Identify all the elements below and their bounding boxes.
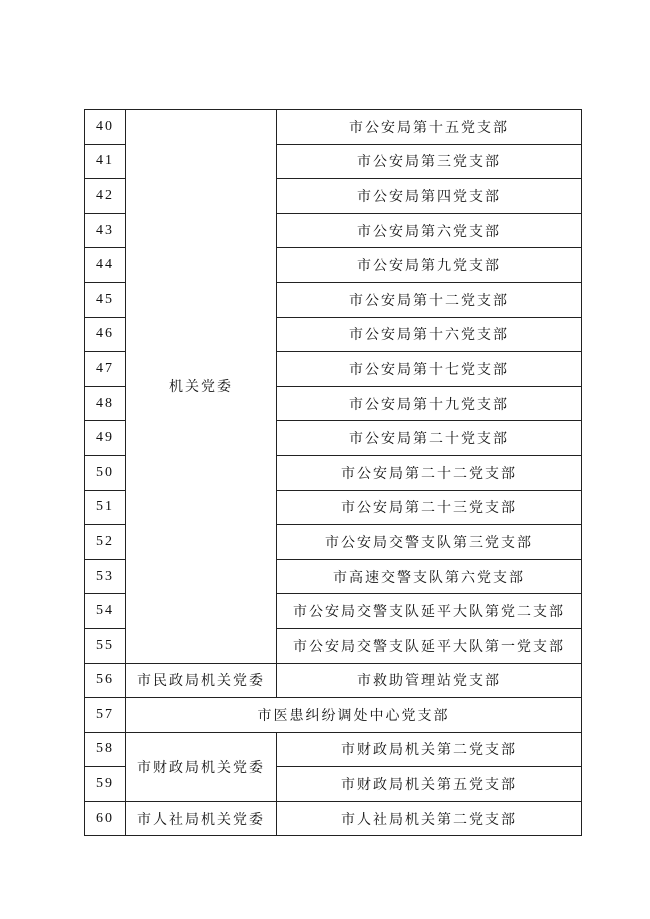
branch-cell: 市财政局机关第五党支部: [277, 767, 582, 802]
table-row: [85, 801, 582, 836]
branch-cell: 市财政局机关第二党支部: [277, 732, 582, 767]
branch-cell: 市公安局第十二党支部: [277, 282, 582, 317]
branch-cell: 市公安局第十六党支部: [277, 317, 582, 352]
row-number: 58: [85, 732, 126, 767]
row-number: 57: [85, 698, 126, 733]
row-number: 43: [85, 213, 126, 248]
row-number: 41: [85, 144, 126, 179]
row-number: 47: [85, 352, 126, 387]
branch-cell: 市公安局交警支队第三党支部: [277, 525, 582, 560]
branch-cell: 市公安局第十五党支部: [277, 110, 582, 145]
committee-cell: 市财政局机关党委: [126, 732, 277, 801]
row-number: 56: [85, 663, 126, 698]
row-number: 54: [85, 594, 126, 629]
row-number: 46: [85, 317, 126, 352]
branch-cell: 市公安局第二十二党支部: [277, 455, 582, 490]
row-number: 52: [85, 525, 126, 560]
branch-cell: 市高速交警支队第六党支部: [277, 559, 582, 594]
row-number: 44: [85, 248, 126, 283]
committee-cell: 市民政局机关党委: [126, 663, 277, 698]
branch-cell: 市公安局第二十三党支部: [277, 490, 582, 525]
branch-cell: 市公安局第六党支部: [277, 213, 582, 248]
row-number: 45: [85, 282, 126, 317]
row-number: 60: [85, 801, 126, 836]
party-branch-table: [84, 109, 582, 836]
row-number: 59: [85, 767, 126, 802]
table-row: [85, 663, 582, 698]
row-number: 49: [85, 421, 126, 456]
row-number: 40: [85, 110, 126, 145]
branch-cell: 市公安局第十九党支部: [277, 386, 582, 421]
branch-cell: 市公安局交警支队延平大队第党二支部: [277, 594, 582, 629]
branch-cell: 市公安局第十七党支部: [277, 352, 582, 387]
branch-cell: 市公安局第三党支部: [277, 144, 582, 179]
branch-cell: 市公安局第四党支部: [277, 179, 582, 214]
table-row: [85, 698, 582, 733]
branch-cell: 市公安局第九党支部: [277, 248, 582, 283]
row-number: 53: [85, 559, 126, 594]
committee-cell: 机关党委: [126, 110, 277, 664]
row-number: 51: [85, 490, 126, 525]
row-number: 48: [85, 386, 126, 421]
branch-cell: 市人社局机关第二党支部: [277, 801, 582, 836]
branch-cell: 市公安局第二十党支部: [277, 421, 582, 456]
row-number: 42: [85, 179, 126, 214]
table-row: [85, 110, 582, 145]
table-row: [85, 732, 582, 767]
branch-cell: 市公安局交警支队延平大队第一党支部: [277, 628, 582, 663]
committee-cell: 市人社局机关党委: [126, 801, 277, 836]
row-number: 50: [85, 455, 126, 490]
merged-branch-cell: 市医患纠纷调处中心党支部: [126, 698, 582, 733]
row-number: 55: [85, 628, 126, 663]
branch-cell: 市救助管理站党支部: [277, 663, 582, 698]
